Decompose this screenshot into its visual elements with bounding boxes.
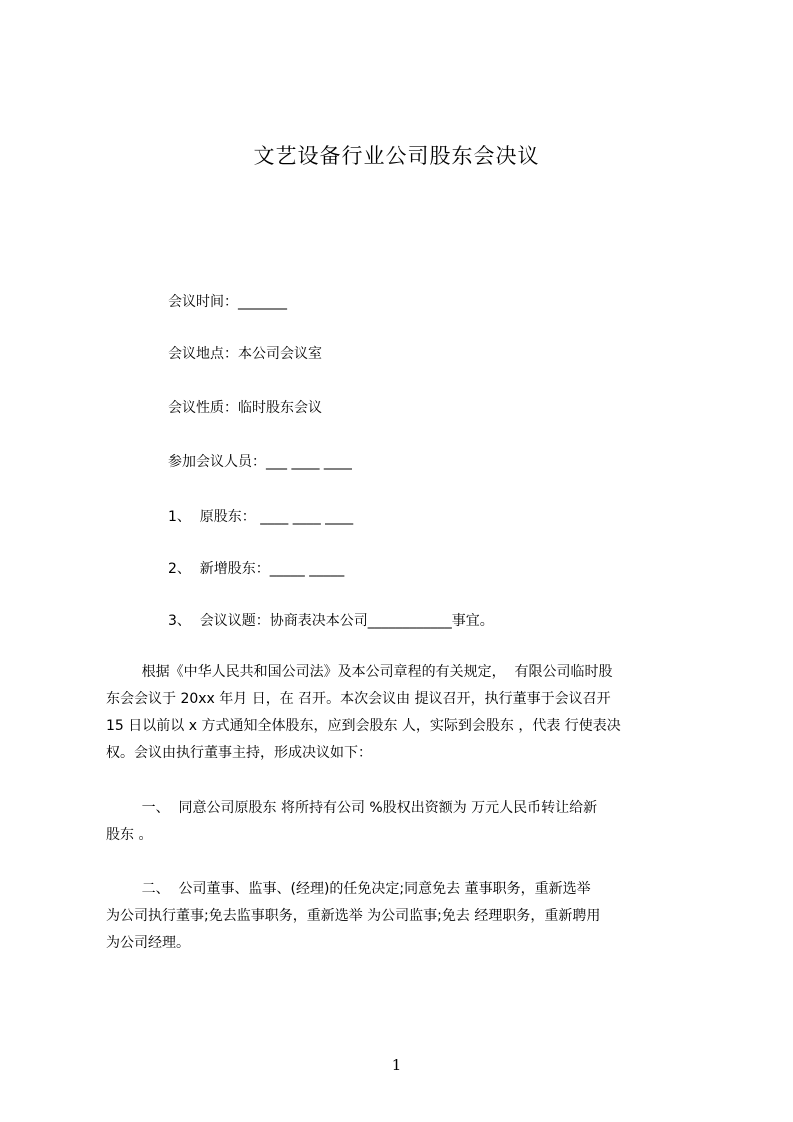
resolution-line: 为公司执行董事;免去监事职务，重新选举 为公司监事;免去 经理职务，重新聘用 bbox=[106, 908, 601, 924]
resolution-line: 为公司经理。 bbox=[106, 935, 190, 951]
preamble-line: 权。会议由执行董事主持，形成决议如下： bbox=[106, 745, 372, 761]
original-shareholders-field: 1、 原股东： ____ ____ ____ bbox=[168, 509, 354, 525]
new-shareholders-field: 2、 新增股东：_____ _____ bbox=[168, 561, 345, 577]
preamble-line: 15 日以前以 x 方式通知全体股东，应到会股东 人，实际到会股东 ，代表 行使表决 bbox=[106, 718, 621, 734]
resolution-one bbox=[106, 795, 712, 849]
resolution-two bbox=[106, 876, 712, 957]
resolution-line: 一、 同意公司原股东 将所持有公司 %股权出资额为 万元人民币转让给新 bbox=[106, 800, 598, 816]
preamble-line: 根据《中华人民共和国公司法》及本公司章程的有关规定， 有限公司临时股 bbox=[106, 664, 613, 680]
meeting-time-field: 会议时间：_______ bbox=[168, 294, 287, 310]
resolution-line: 股东 。 bbox=[106, 827, 153, 843]
preamble-line: 东会会议于 20xx 年月 日，在 召开。本次会议由 提议召开，执行董事于会议召开 bbox=[106, 691, 611, 707]
resolution-line: 二、 公司董事、监事、(经理)的任免决定;同意免去 董事职务，重新选举 bbox=[106, 881, 591, 897]
meeting-nature-field: 会议性质：临时股东会议 bbox=[168, 400, 322, 416]
attendees-field: 参加会议人员：___ ____ ____ bbox=[168, 454, 352, 470]
page-number: 1 bbox=[391, 1056, 402, 1074]
meeting-location-field: 会议地点：本公司会议室 bbox=[168, 346, 322, 362]
agenda-field: 3、 会议议题：协商表决本公司____________事宜。 bbox=[168, 613, 494, 629]
document-title: 文艺设备行业公司股东会决议 bbox=[253, 144, 540, 168]
preamble-paragraph bbox=[106, 659, 712, 767]
